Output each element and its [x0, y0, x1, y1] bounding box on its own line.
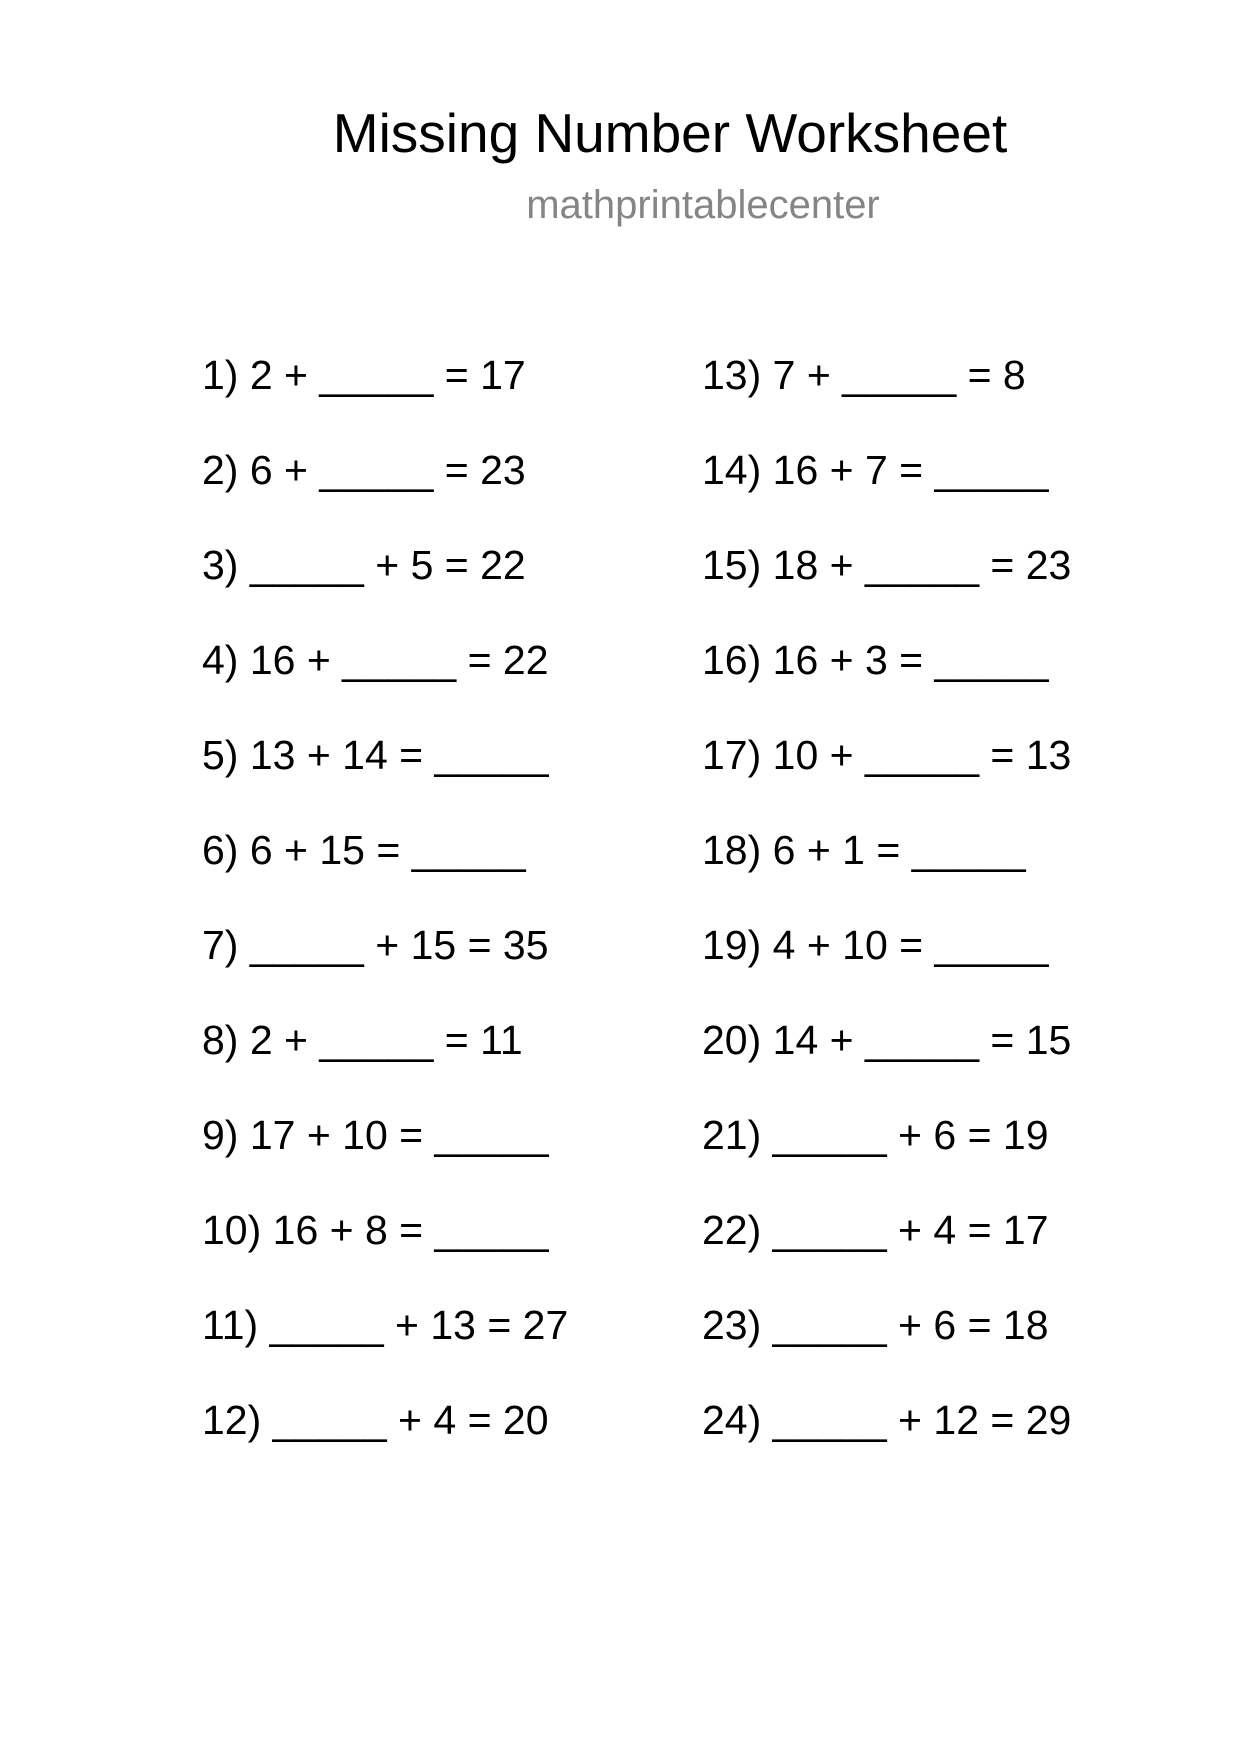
problem-22: 22) _____ + 4 = 17 [702, 1207, 1049, 1253]
problem-2: 2) 6 + _____ = 23 [202, 447, 526, 493]
problem-4: 4) 16 + _____ = 22 [202, 637, 549, 683]
problem-13: 13) 7 + _____ = 8 [702, 352, 1026, 398]
problem-6: 6) 6 + 15 = _____ [202, 827, 526, 873]
problems-column-right [702, 350, 1071, 1490]
problem-12: 12) _____ + 4 = 20 [202, 1397, 549, 1443]
problem-3: 3) _____ + 5 = 22 [202, 542, 526, 588]
problem-14: 14) 16 + 7 = _____ [702, 447, 1049, 493]
problem-17: 17) 10 + _____ = 13 [702, 732, 1072, 778]
problem-18: 18) 6 + 1 = _____ [702, 827, 1026, 873]
problem-24: 24) _____ + 12 = 29 [702, 1397, 1072, 1443]
problem-20: 20) 14 + _____ = 15 [702, 1017, 1072, 1063]
problem-21: 21) _____ + 6 = 19 [702, 1112, 1049, 1158]
page-title: Missing Number Worksheet [332, 102, 1008, 164]
problem-15: 15) 18 + _____ = 23 [702, 542, 1072, 588]
site-watermark: mathprintablecenter [526, 183, 880, 227]
problem-19: 19) 4 + 10 = _____ [702, 922, 1049, 968]
problem-5: 5) 13 + 14 = _____ [202, 732, 549, 778]
problem-9: 9) 17 + 10 = _____ [202, 1112, 549, 1158]
problems-column-left [202, 350, 568, 1490]
problem-8: 8) 2 + _____ = 11 [202, 1017, 523, 1063]
problem-11: 11) _____ + 13 = 27 [202, 1302, 569, 1348]
problem-23: 23) _____ + 6 = 18 [702, 1302, 1049, 1348]
problem-7: 7) _____ + 15 = 35 [202, 922, 549, 968]
problem-1: 1) 2 + _____ = 17 [202, 352, 526, 398]
problem-10: 10) 16 + 8 = _____ [202, 1207, 549, 1253]
problem-16: 16) 16 + 3 = _____ [702, 637, 1049, 683]
